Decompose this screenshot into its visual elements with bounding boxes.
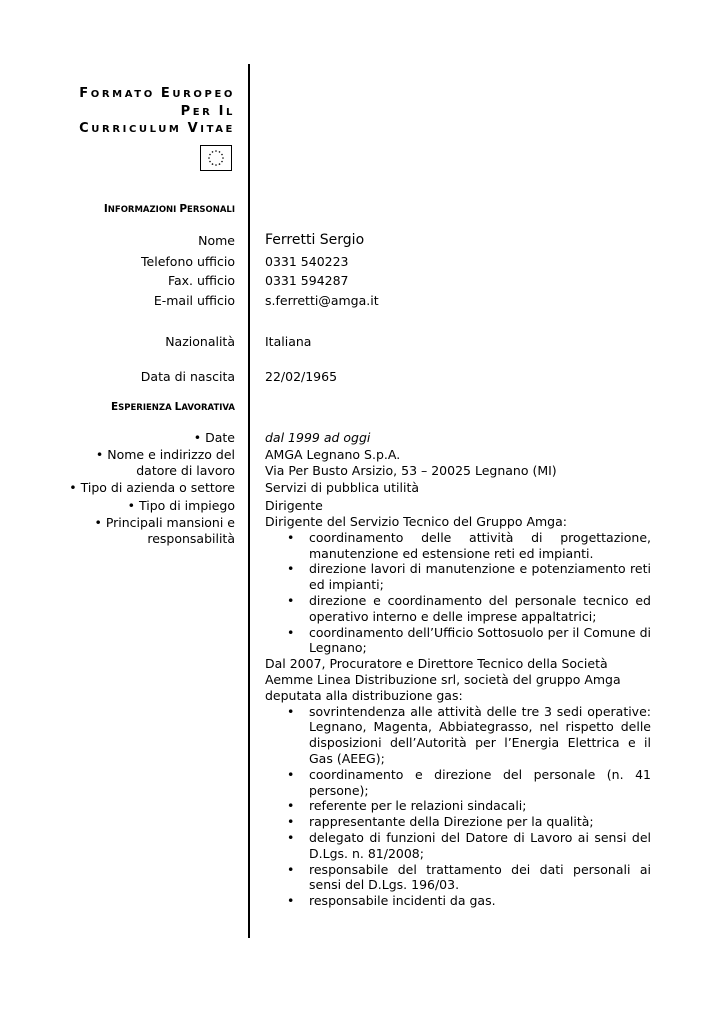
list-item: • coordinamento e direzione del personale (n. 41 persone); (309, 767, 651, 799)
value-data-nascita: 22/02/1965 (265, 369, 338, 384)
document-title (79, 86, 235, 139)
value-date: dal 1999 ad oggi (265, 430, 371, 445)
duties-description (265, 514, 651, 909)
eu-flag-icon (200, 145, 232, 171)
label-employer-2: datore di lavoro (136, 463, 235, 478)
list-item: • direzione e coordinamento del personale tecnico ed operativo interno e delle imprese appaltatrici; (309, 593, 651, 625)
label-sector: • Tipo di azienda o settore (69, 480, 235, 495)
vertical-divider (248, 64, 250, 938)
value-employer-name: AMGA Legnano S.p.A. (265, 447, 401, 462)
section-title-personal: INFORMAZIONI PERSONALI (103, 203, 235, 215)
label-employer-1: • Nome e indirizzo del (95, 447, 235, 462)
list-item: • referente per le relazioni sindacali; (309, 798, 651, 814)
value-job-type: Dirigente (265, 498, 323, 513)
label-job-type: • Tipo di impiego (127, 498, 235, 513)
list-item: • coordinamento delle attività di progettazione, manutenzione ed estensione reti ed impianti. (309, 530, 651, 562)
value-employer-address: Via Per Busto Arsizio, 53 – 20025 Legnano (MI) (265, 463, 557, 478)
list-item: • responsabile del trattamento dei dati personali ai sensi del D.Lgs. 196/03. (309, 862, 651, 894)
label-nazionalita: Nazionalità (165, 334, 235, 349)
duties-intro: Dirigente del Servizio Tecnico del Gruppo Amga: (265, 514, 567, 529)
list-item: • rappresentante della Direzione per la qualità; (309, 814, 651, 830)
value-email: s.ferretti@amga.it (265, 293, 379, 308)
value-nome: Ferretti Sergio (265, 232, 365, 248)
label-data-nascita: Data di nascita (140, 369, 235, 384)
label-nome: Nome (198, 233, 235, 248)
label-duties-1: • Principali mansioni e (94, 515, 235, 530)
duties-2007-list (265, 704, 651, 909)
value-fax: 0331 594287 (265, 273, 349, 288)
list-item: • responsabile incidenti da gas. (309, 893, 651, 909)
label-duties-2: responsabilità (147, 531, 235, 546)
label-fax: Fax. ufficio (167, 273, 235, 288)
list-item: • sovrintendenza alle attività delle tre 3 sedi operative: Legnano, Magenta, Abbiategrasso, nel rispetto delle disposizioni dell’Autorità per l’Energia Elettrica e il Gas (AEEG); (309, 704, 651, 767)
label-date: • Date (193, 430, 235, 445)
list-item: • direzione lavori di manutenzione e potenziamento reti ed impianti; (309, 561, 651, 593)
section-title-experience: ESPERIENZA LAVORATIVA (110, 401, 235, 413)
duties-2007-intro: Dal 2007, Procuratore e Direttore Tecnico della Società Aemme Linea Distribuzione srl, società del gruppo Amga deputata alla distribuzione gas: (265, 656, 621, 703)
list-item: • delegato di funzioni del Datore di Lavoro ai sensi del D.Lgs. n. 81/2008; (309, 830, 651, 862)
title-line-3: CURRICULUM VITAE (79, 121, 235, 136)
label-telefono: Telefono ufficio (141, 254, 235, 269)
list-item: • coordinamento dell’Ufficio Sottosuolo per il Comune di Legnano; (309, 625, 651, 657)
value-telefono: 0331 540223 (265, 254, 349, 269)
label-email: E-mail ufficio (153, 293, 235, 308)
value-nazionalita: Italiana (265, 334, 312, 349)
duties-list (265, 530, 651, 656)
value-sector: Servizi di pubblica utilità (265, 480, 420, 495)
title-line-1: FORMATO EUROPEO (79, 86, 235, 101)
title-line-2: PER IL (180, 103, 235, 119)
